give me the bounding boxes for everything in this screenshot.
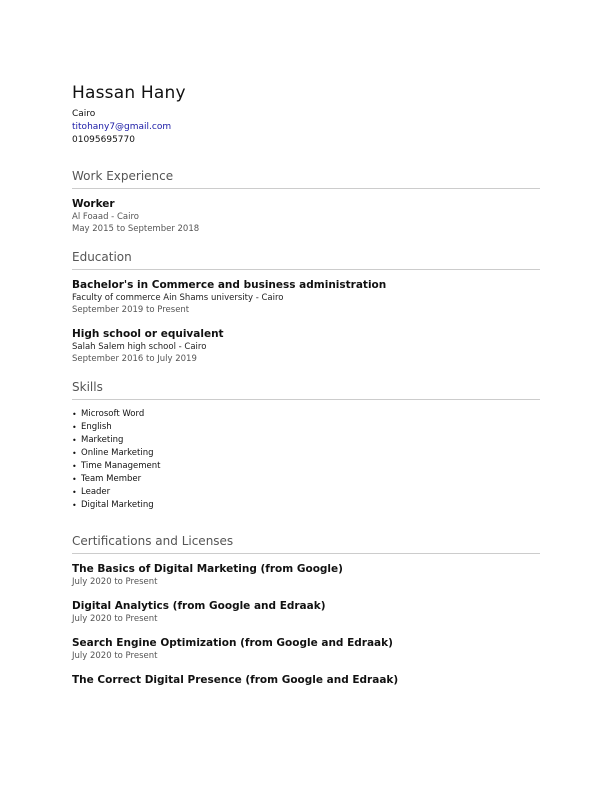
bullet-icon: • <box>72 423 77 432</box>
bullet-icon: • <box>72 449 77 458</box>
education-heading: Education <box>72 249 540 270</box>
work-role: Worker <box>72 198 115 210</box>
certification-entry <box>72 599 540 626</box>
bullet-icon: • <box>72 488 77 497</box>
certification-dates: July 2020 to Present <box>72 614 158 624</box>
certification-name: The Basics of Digital Marketing (from Google) <box>72 563 343 575</box>
education-degree: Bachelor's in Commerce and business administration <box>72 279 387 291</box>
work-entry <box>72 197 540 236</box>
skills-section <box>72 379 540 512</box>
certifications-heading: Certifications and Licenses <box>72 533 540 554</box>
bullet-icon: • <box>72 462 77 471</box>
work-organization: Al Foaad - Cairo <box>72 212 139 222</box>
candidate-city: Cairo <box>72 109 96 119</box>
certification-name: Digital Analytics (from Google and Edraak) <box>72 600 326 612</box>
candidate-email-link[interactable]: titohany7@gmail.com <box>72 122 172 132</box>
education-dates: September 2019 to Present <box>72 305 190 315</box>
bullet-icon: • <box>72 436 77 445</box>
education-entry <box>72 278 540 317</box>
education-entry <box>72 327 540 366</box>
certification-dates: July 2020 to Present <box>72 651 158 661</box>
certification-dates: July 2020 to Present <box>72 577 158 587</box>
education-school: Faculty of commerce Ain Shams university - Cairo <box>72 293 284 303</box>
education-section <box>72 249 540 366</box>
bullet-icon: • <box>72 410 77 419</box>
bullet-icon: • <box>72 475 77 484</box>
skill-item: • Digital Marketing <box>72 500 154 510</box>
education-school: Salah Salem high school - Cairo <box>72 342 207 352</box>
certification-name: The Correct Digital Presence (from Google and Edraak) <box>72 674 399 686</box>
candidate-phone: 01095695770 <box>72 135 135 145</box>
certification-entry <box>72 562 540 589</box>
skill-item: • Online Marketing <box>72 448 154 458</box>
education-degree: High school or equivalent <box>72 328 224 340</box>
resume-header <box>72 82 540 147</box>
certification-entry <box>72 636 540 663</box>
work-experience-section <box>72 168 540 236</box>
skill-item: • Team Member <box>72 474 142 484</box>
skills-heading: Skills <box>72 379 540 400</box>
skills-list <box>72 408 540 512</box>
skill-item: • Time Management <box>72 461 161 471</box>
skill-item: • English <box>72 422 112 432</box>
skill-item: • Microsoft Word <box>72 409 145 419</box>
bullet-icon: • <box>72 501 77 510</box>
work-dates: May 2015 to September 2018 <box>72 224 200 234</box>
education-dates: September 2016 to July 2019 <box>72 354 197 364</box>
certifications-section <box>72 533 540 687</box>
certification-entry <box>72 673 540 687</box>
candidate-name: Hassan Hany <box>72 83 186 103</box>
certification-name: Search Engine Optimization (from Google and Edraak) <box>72 637 393 649</box>
resume-page <box>72 82 540 697</box>
skill-item: • Marketing <box>72 435 124 445</box>
work-experience-heading: Work Experience <box>72 168 540 189</box>
skill-item: • Leader <box>72 487 111 497</box>
